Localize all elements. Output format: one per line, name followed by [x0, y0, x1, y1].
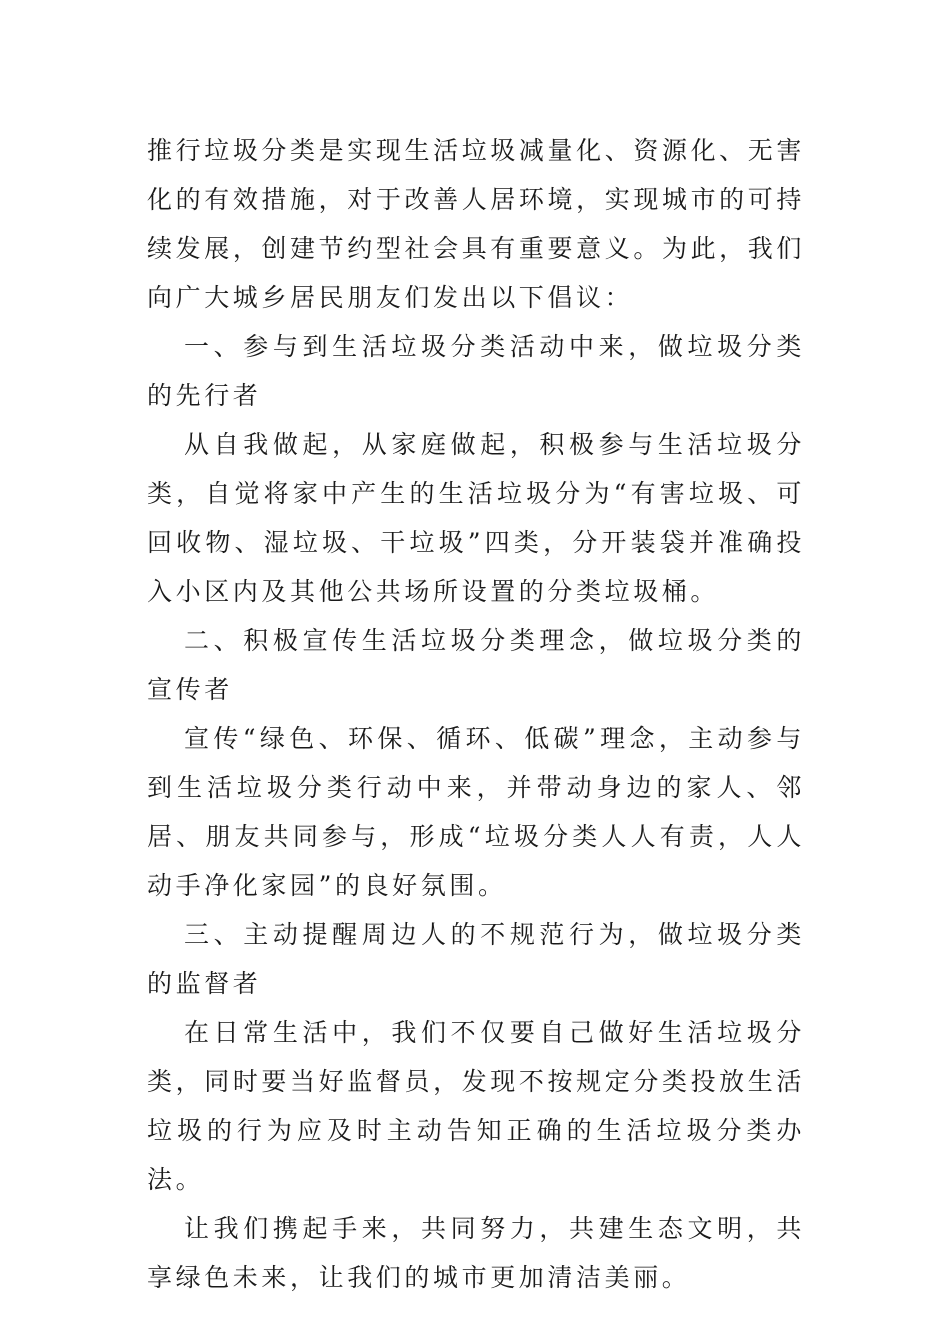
section-body-2: 宣传“绿色、环保、循环、低碳”理念，主动参与到生活垃圾分类行动中来，并带动身边的家人、邻居、朋友共同参与，形成“垃圾分类人人有责，人人动手净化家园”的良好氛围。 [147, 724, 805, 900]
section-heading-3: 三、主动提醒周边人的不规范行为，做垃圾分类的监督者 [147, 920, 805, 998]
section-heading-2: 二、积极宣传生活垃圾分类理念，做垃圾分类的宣传者 [147, 626, 805, 704]
section-heading-1: 一、参与到生活垃圾分类活动中来，做垃圾分类的先行者 [147, 332, 805, 410]
closing-paragraph: 让我们携起手来，共同努力，共建生态文明，共享绿色未来，让我们的城市更加清洁美丽。 [147, 1214, 805, 1292]
intro-paragraph: 推行垃圾分类是实现生活垃圾减量化、资源化、无害化的有效措施，对于改善人居环境，实现城市的可持续发展，创建节约型社会具有重要意义。为此，我们向广大城乡居民朋友们发出以下倡议： [147, 136, 805, 312]
section-body-3: 在日常生活中，我们不仅要自己做好生活垃圾分类，同时要当好监督员，发现不按规定分类投放生活垃圾的行为应及时主动告知正确的生活垃圾分类办法。 [147, 1018, 805, 1194]
document-body [147, 126, 805, 1302]
section-body-1: 从自我做起，从家庭做起，积极参与生活垃圾分类，自觉将家中产生的生活垃圾分为“有害垃圾、可回收物、湿垃圾、干垃圾”四类，分开装袋并准确投入小区内及其他公共场所设置的分类垃圾桶。 [147, 430, 805, 606]
